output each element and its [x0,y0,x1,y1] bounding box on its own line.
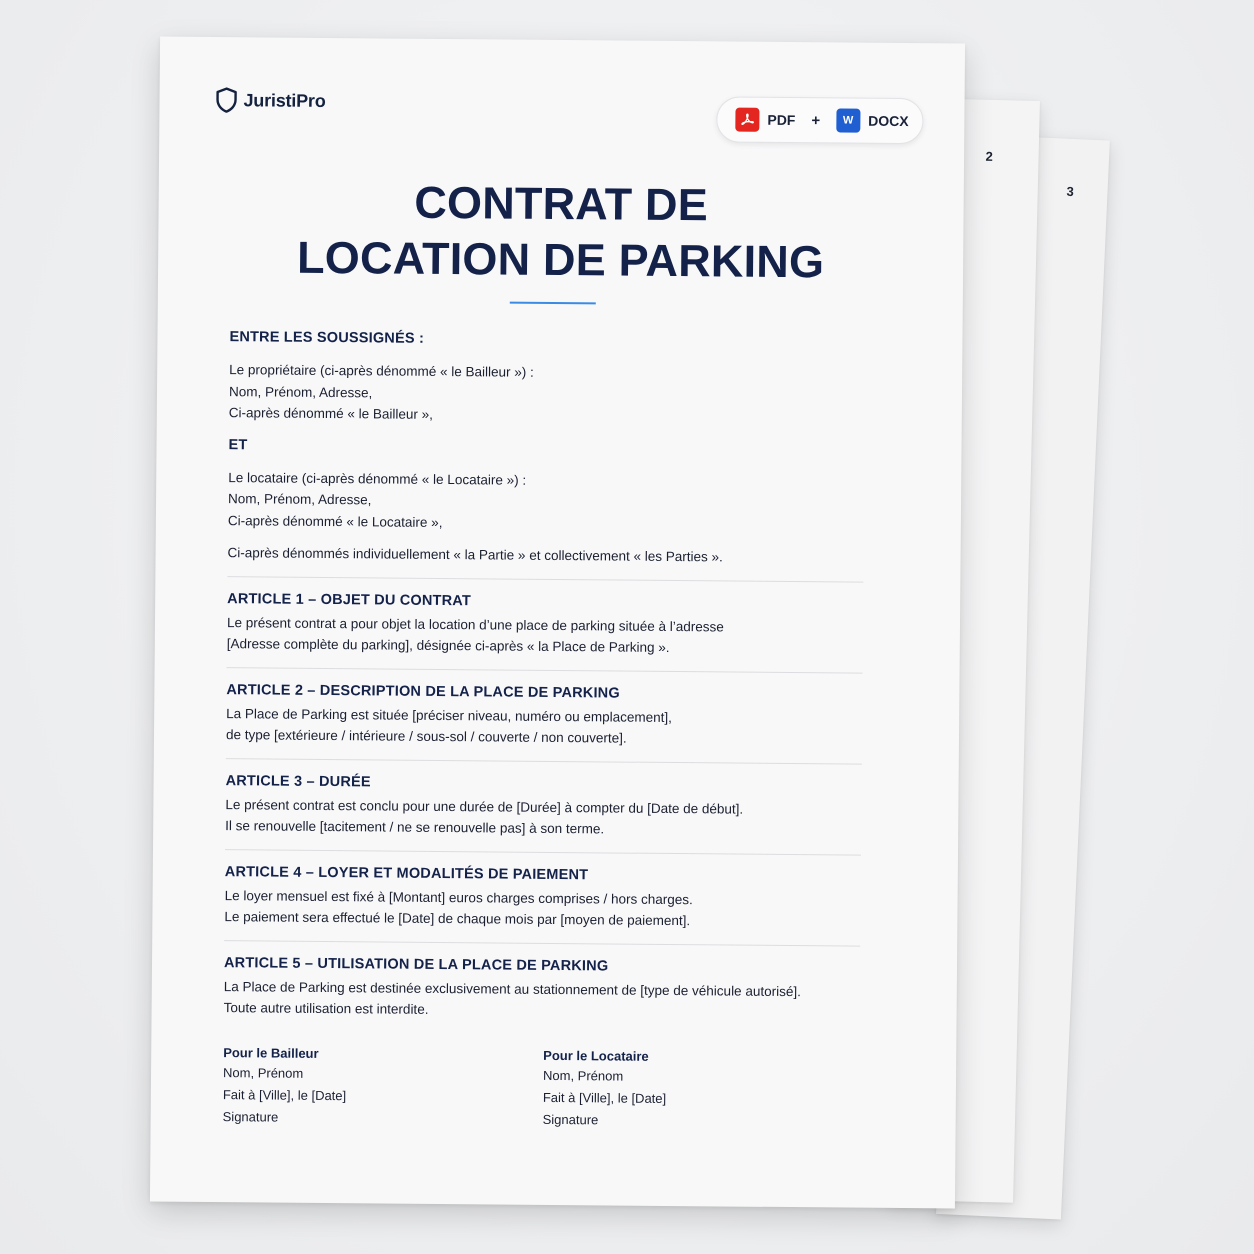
lessor-signature-block [223,1045,544,1131]
signature-line: Fait à [Ville], le [Date] [222,1086,347,1103]
signature-line: Signature [222,1108,279,1125]
format-badge [716,96,924,144]
article-line: de type [extérieure / intérieure / sous-sol / couverte / non couverte]. [225,727,627,746]
article-line: Toute autre utilisation est interdite. [223,1000,429,1017]
plus-sign: + [811,111,821,129]
article-line: Le présent contrat a pour objet la location d’une place de parking située à l’adresse [226,614,724,634]
signature-line: Nom, Prénom [222,1064,304,1081]
article-line: La Place de Parking est située [préciser niveau, numéro ou emplacement], [226,705,672,725]
article-5 [224,955,865,1025]
title-underline [510,302,596,305]
et-label: ET [228,436,248,453]
document-title [158,173,964,292]
article-line: Le loyer mensuel est fixé à [Montant] euros charges comprises / hors charges. [224,887,693,907]
article-heading: ARTICLE 3 – DURÉE [225,772,371,790]
page-3-number: 3 [1066,183,1075,200]
signature-heading: Pour le Locataire [543,1047,649,1064]
docx-label: DOCX [868,112,909,130]
article-line: Le paiement sera effectué le [Date] de chaque mois par [moyen de paiement]. [224,909,691,929]
pdf-label: PDF [767,111,796,129]
document-body [223,329,870,1133]
tenant-block [228,467,869,537]
title-line-1: CONTRAT DE [414,176,709,231]
signature-line: Nom, Prénom [542,1067,624,1084]
brand-name: JuristiPro [243,89,326,111]
article-line: Le présent contrat est conclu pour une durée de [Durée] à compter du [Date de début]. [225,796,744,817]
section-divider [224,940,860,947]
section-divider [227,576,863,583]
article-2 [226,682,867,752]
lessor-line: Nom, Prénom, Adresse, [228,383,373,400]
lessor-line: Ci-après dénommé « le Bailleur », [228,405,433,422]
page-1-sheet [150,37,965,1209]
article-line: La Place de Parking est destinée exclusivement au stationnement de [type de véhicule autorisé]. [223,978,801,999]
title-line-2: LOCATION DE PARKING [296,231,825,288]
article-heading: ARTICLE 4 – LOYER ET MODALITÉS DE PAIEMENT [224,863,589,883]
section-divider [227,667,863,674]
article-heading: ARTICLE 1 – OBJET DU CONTRAT [227,590,472,609]
lessor-line: Le propriétaire (ci-après dénommé « le Bailleur ») : [229,362,534,380]
parties-note: Ci-après dénommés individuellement « la Partie » et collectivement « les Parties ». [227,545,723,565]
signature-line: Fait à [Ville], le [Date] [542,1089,667,1106]
pdf-icon [735,108,759,132]
article-line: Il se renouvelle [tacitement / ne se renouvelle pas] à son terme. [225,818,605,837]
word-icon: W [836,108,860,132]
article-line: [Adresse complète du parking], désignée ci-après « la Place de Parking ». [226,636,670,655]
shield-icon [215,87,237,113]
article-heading: ARTICLE 5 – UTILISATION DE LA PLACE DE PARKING [223,954,609,974]
section-divider [226,758,862,765]
signature-row [223,1045,864,1134]
signature-line: Signature [542,1111,599,1127]
article-3 [225,773,866,843]
parties-heading: ENTRE LES SOUSSIGNÉS : [229,329,425,347]
page-2-number: 2 [985,148,994,164]
article-4 [224,864,865,934]
signature-heading: Pour le Bailleur [223,1044,319,1061]
section-divider [225,849,861,856]
tenant-line: Le locataire (ci-après dénommé « le Locataire ») : [228,469,527,488]
brand-logo [215,87,325,114]
tenant-line: Ci-après dénommé « le Locataire », [227,512,443,530]
tenant-line: Nom, Prénom, Adresse, [228,491,372,508]
article-heading: ARTICLE 2 – DESCRIPTION DE LA PLACE DE PARKING [226,681,620,702]
article-1 [227,591,868,661]
lessor-block [229,359,870,429]
tenant-signature-block [543,1047,864,1133]
